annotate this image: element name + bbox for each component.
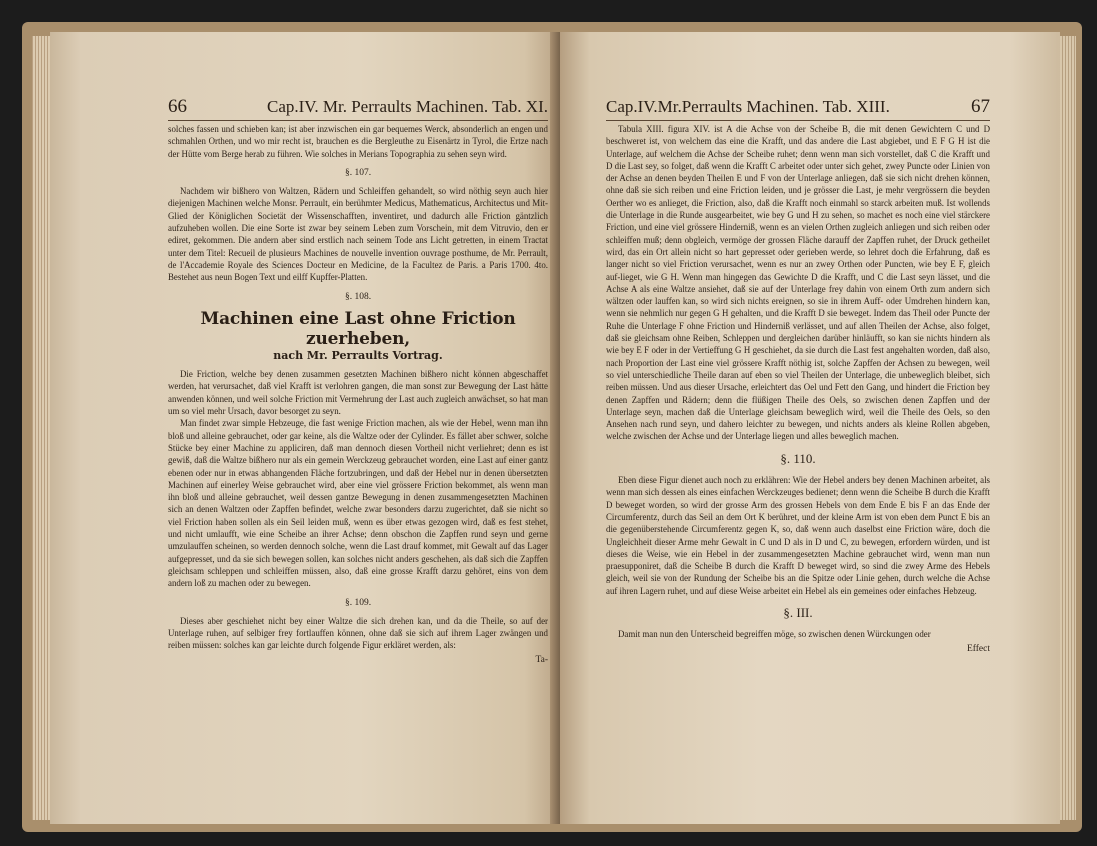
paragraph: Damit man nun den Unterscheid begreiffen möge, so zwischen denen Würckungen oder	[618, 629, 931, 640]
page-number: 66	[168, 96, 187, 117]
paragraph: Nachdem wir bißhero von Waltzen, Rädern und Schleiffen gehandelt, so wird nöthig seyn auch hier diejenigen Machinen welche Monsr. Perrault, ein berühmter Medicus, Mathematicus, Architectus und Mit-Glied der Königlichen Societät der Wissenschafften, inventiret, und dadurch alle Friction gäntzlich aufzuheben wollen. Die eine Sorte ist zwar bey seinem Leben zum Vorschein, mit dem Vitruvio, den er ediret, gekommen. Die andern aber sind erstlich nach seinem Tode ans Licht getretten, in einem Tractat unter dem Titel: Recueil de plusieurs Machines de nouvelle invention ouvrage posthume, de Mr. Perrault, de l'Accademie Royale des Sciences Docteur en Medicine, de la Facultez de Paris. a Paris 1700. 4to. Bestehet aus neun Bogen Text und eilff Kupffer-Platten.	[168, 186, 548, 283]
section-mark-108: §. 108.	[344, 291, 372, 302]
section-mark-110: §. 110.	[780, 450, 816, 466]
paragraph: Die Friction, welche bey denen zusammen gesetzten Machinen bißhero nicht können abgeschaffet werden, hat verursachet, daß viel Krafft ist verlohren gangen, die man sonst zur Bewegung der Last hätte anwenden können, und weil solche Friction mit Vermehrung der Last auch zugleich anwächset, so hat man um so viel mehr Ursach, davor besorget zu seyn.	[168, 369, 548, 417]
section-mark-109: §. 109.	[344, 597, 372, 608]
section-mark-111: §. III.	[783, 604, 813, 620]
running-title: Cap.IV. Mr. Perraults Machinen. Tab. XI.	[267, 97, 548, 116]
right-body	[606, 123, 990, 655]
page-number: 67	[971, 96, 990, 117]
chapter-subheading: nach Mr. Perraults Vortrag.	[273, 348, 443, 362]
left-body	[168, 123, 548, 666]
paragraph: Man findet zwar simple Hebzeuge, die fast wenige Friction machen, als wie der Hebel, wenn man ihn bloß und alleine gebrauchet, oder gar keine, als die Waltze oder der Cylinder. Es fället aber schwer, solche Stücke bey einer Machine zu appliciren, daß man dennoch diesen Vortheil nicht verliehret; denn es ist gewiß, daß die Waltze bißhero nur als ein gemein Werckzeug gebrauchet worden, eine Last auf einer gantz ebenen oder nur in etwas abhangenden Fläche fortzubringen, und daß der Hebel nur in denen übersetzten Machinen auf einerley Weise gebrauchet wird, aber eine viel grössere Friction bekommet, als wenn man ihn bloß und alleine gebrauchet, weil dessen gantze Bewegung in denen zusammengesetzten Machinen sich an denen Waltzen oder Zapffen befindet, welche zwar besonders darzu zugerichtet, daß sie nicht so viel Friction haben sollen als ein Seil leiden muß, wenn es über etwas gezogen wird, daß es fest stehet, und nicht umlaufft, wie eine Scheibe an ihrer Achse; denn obschon die Zapffen rund seyn und gerne umzulauffen scheinen, so werden dennoch solche, wenn die Last drauf kommet, mit Gewalt auf das Lager aufgepresset, und da sie sich bewegen sollen, kan solches nicht anders geschehen, als daß sich die Zapffen gleichsam schleppen und schleiffen müssen, also, daß eine grosse Krafft darzu gehöret, eins von dem andern loß zu machen oder zu bewegen.	[168, 418, 548, 589]
right-page-header	[606, 96, 990, 121]
catchword: Ta-	[535, 654, 548, 665]
paragraph: Tabula XIII. figura XIV. ist A die Achse von der Scheibe B, die mit denen Gewichtern C und D beschweret ist, von welchem das eine die Krafft, und das andere die Last abgiebet, und E F G H ist die Unterlage, auf welchem die Achse der Scheibe ruhet; denn wenn man sich vorstellet, daß C die Krafft und D die Last sey, so folget, daß wenn die Krafft C arbeitet oder unter sich gehet, zwey Puncte oder Linien von der Achse an denen beyden Theilen E und F von der Unterlage anliegen, daß sie sich nicht drehen können, ohne daß sie sich reiben und eine Friction leiden, und je grösser die Last, je mehr vergrössern die beyden Oerther wo es anlieget, die Friction, also, daß die Krafft noch einmahl so starck arbeiten muß. Ist wollends die Unterlage in die Runde ausgearbeitet, wie bey G und H zu sehen, so machet es noch eine viel stärckere Friction, und eine viel grössere Hinderniß, wenn es an vielen Orthen zugleich anliegen und sich reiben oder schleiffen muß; denn obgleich, vermöge der grossen Fläche darauff der Zapffen ruhet, der Druck getheilet wird, das ein Ort allein nicht so hart gepresset oder gerieben werde, so lehret doch die Erfahrung, daß es langer nicht so viel Friction verursachet, wenn es nur an zwey Orthen oder Puncten, wie bey E F, gleich auf-lieget, wie G H. Wenn man hingegen das Gewichte D die Krafft, und C die Last seyn lässet, und die Achse A als eine Waltze ansiehet, daß sie auf der Unterlage frey dahin von einem Orth zum andern sich wältzen oder lauffen kan, so wird sich nichts ereignen, so sie in ihrem Auff- oder Umdrehen hindern kan, wenn sie nehmlich nur gegen G H gehalten, und die Krafft D sie beweget. Indem das Theil oder Puncte der Ruhe die Unterlage F ohne Friction und Hinderniß verlässet, und auf allen Theilen der Achse, also folget, daß sie gleichsam ohne Reiben, Schleppen und dergleichen darüber hinläufft, so kan sie nichts hindern als wie bey E F oder in der Vertieffung G H geschiehet, da sie durch die Last fest angehalten worden, daß also, nach Proportion der Last eine viel grössere Krafft nöthig ist, solche Zapffen der Achsen zu bewegen, weil so viel unterschiedliche Theile daran auf eben so viel Theilen der Unterlage, die unbeweglich bleibet, sich reiben müssen. Und aus dieser Ursache, erleichtert das Oel und Fett den Gang, und hindert die Friction bey denen Zapffen und Rädern; denn die flüßigen Theile des Oels, so zwischen denen Zapffen und der Unterlage seyn, machen daß die Unterlage gleichsam beweglich wird, weil die Theile des Oels, so den Ansehen nach rund seyn, und dahero leichter zu bewegen, und nichts anders als kleine Rollen abgeben, welche zwischen der Achse und der Unterlage liegen und alles beweglich machen.	[606, 124, 990, 442]
chapter-heading: Machinen eine Last ohne Friction zuerheben,	[200, 308, 516, 349]
left-page	[50, 32, 566, 824]
section-mark-107: §. 107.	[344, 167, 372, 178]
right-page	[560, 32, 1060, 824]
paragraph: Eben diese Figur dienet auch noch zu erklähren: Wie der Hebel anders bey denen Machinen arbeitet, als wenn man sich dessen als eines einfachen Werckzeuges bedienet; denn wenn die Scheibe B durch die Krafft D beweget worden, so wird der grosse Arm des grossen Hebels von dem Ende E bis F an das Ende der Circumferentz, durch das Seil an dem Ort K berühret, und der kleine Arm ist von eben dem Punct E bis an die gegenüberstehende Circumferentz gegen K, so, daß wenn auch daselbst eine Friction wäre, doch die Ungleichheit dieser Arme mehr Gewalt in C und D als in D und C, zu bewegen, erfordern würden, und ist dieses die Weise, wie ein Hebel in der zusammengesetzten Machine gebrauchet wird, wenn man nun praesupponiret, daß die Scheibe B durch die Krafft D beweget wird, so sind die zwey Arme des Hebels gleich, weil sie von der Rundung der Scheibe bis an die Spitze oder Linie gehen, durch welche die Achse auf ihren Lagern ruhet, und auf diese Weise arbeitet ein Hebel als ein gemeines oder einfaches Hebzeug.	[606, 475, 990, 596]
left-page-header	[168, 96, 548, 121]
page-edges-right	[1060, 36, 1076, 820]
paragraph: Dieses aber geschiehet nicht bey einer Waltze die sich drehen kan, und da die Theile, so auf der Unterlage ruhen, auf selbiger frey fortlauffen können, ohne daß sie sich auf ihrem Lager zwängen und reiben müssen: solches kan gar leichte durch folgende Figur erkläret werden, als:	[168, 615, 548, 651]
catchword: Effect	[966, 643, 990, 654]
running-title: Cap.IV.Mr.Perraults Machinen. Tab. XIII.	[606, 97, 890, 116]
paragraph: solches fassen und schieben kan; ist aber inzwischen ein gar bequemes Werck, absonderlich an engen und schmahlen Orthen, und wo mir recht ist, brauchen es die Bergleuthe zu Eisenärtz in Tyrol, die Ertze nach der Hütte vom Berge herab zu führen. Wie solches in Merians Topographia zu sehen seyn wird.	[168, 124, 548, 159]
open-book	[22, 22, 1082, 832]
page-edges-left	[32, 36, 50, 820]
